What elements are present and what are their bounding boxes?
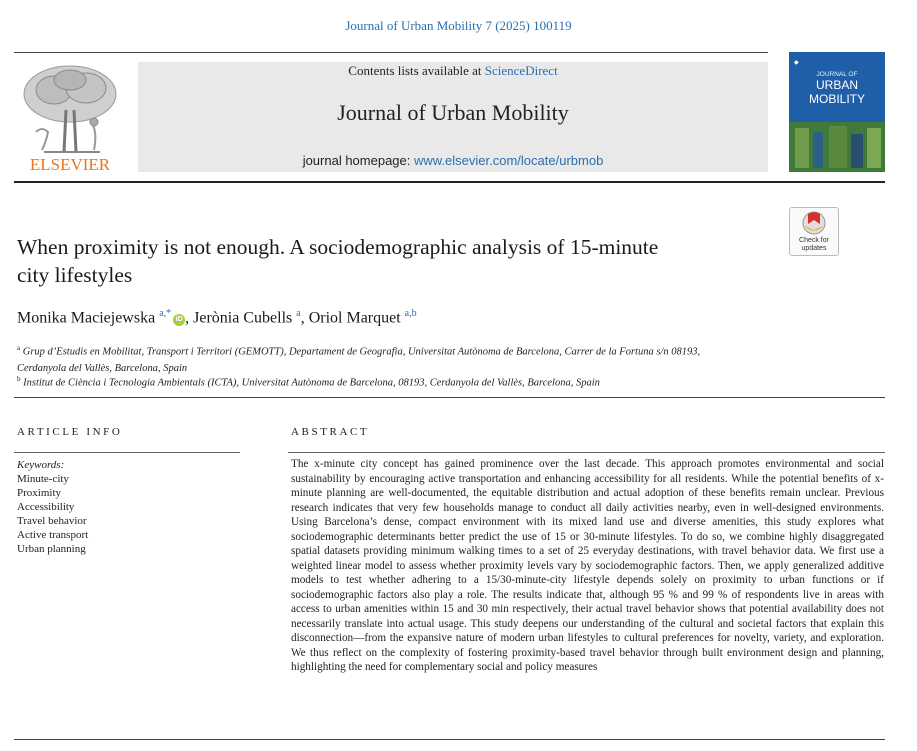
affiliation-mark: b — [17, 375, 21, 383]
affiliation-text: Institut de Ciència i Tecnologia Ambientals (ICTA), Universitat Autònoma de Barcelona, 08193, Cerdanyola del Vallès, Barcelona, Spain — [23, 377, 600, 389]
keywords-label: Keywords: — [17, 459, 65, 471]
abstract-rule — [288, 452, 885, 453]
keyword: Proximity — [17, 487, 62, 499]
keywords-block — [17, 458, 88, 556]
elsevier-logo[interactable] — [14, 60, 126, 174]
journal-cover-thumbnail[interactable] — [789, 52, 885, 172]
header-top-rule — [14, 52, 768, 53]
elsevier-tree-icon — [14, 60, 126, 174]
keyword: Urban planning — [17, 543, 86, 555]
author-affiliation-mark[interactable]: a,b — [404, 308, 417, 319]
author-affiliation-mark[interactable]: a — [296, 308, 301, 319]
article-title — [17, 233, 782, 289]
affiliation-text: Cerdanyola del Vallès, Barcelona, Spain — [17, 362, 188, 374]
author-name[interactable]: Oriol Marquet — [308, 309, 401, 327]
bottom-rule — [14, 739, 885, 740]
author-name[interactable]: Jerònia Cubells — [193, 309, 293, 327]
keyword: Accessibility — [17, 501, 75, 513]
badge-line1: Check for — [799, 237, 829, 244]
homepage-link[interactable]: www.elsevier.com/locate/urbmob — [414, 153, 604, 168]
author-name[interactable]: Monika Maciejewska — [17, 309, 156, 327]
homepage-line — [138, 153, 768, 168]
author-list: Monika Maciejewska $^{a,*}$iD , Jerònia Cubells $^a$, Oriol Marquet $^{a,b}$ — [17, 308, 417, 327]
journal-citation-link[interactable]: Journal of Urban Mobility 7 (2025) 100119 — [345, 18, 572, 33]
orcid-icon[interactable]: iD — [173, 314, 185, 326]
badge-line2: updates — [801, 245, 827, 252]
affiliation-b — [17, 371, 777, 392]
abstract-text: The x-minute city concept has gained prominence over the last decade. This approach promotes environmental and social sustainability by encouraging active transportation and enhancing accessibility for all residents. While the potential benefits of x-minute planning are well-documented, the equitable distribution and actual adoption of these benefits remain unclear. Previous research indicates that very few households manage to conduct all daily activities nearby, even in well-designed environments. Using Barcelona’s dense, compact environment with its mixed land use and diverse amenities, this study explores what sociodemographic determinants better predict the use of 15 or 30-minute lifestyles. To do so, we combine highly disaggregated spatial datasets providing minimum walking times to a set of 25 everyday destinations, with travel behavior data. We first use a weighted linear model to assess whether proximity levels vary by sociodemographic factors. Then, we apply generalized additive models to test whether adhering to a 15/30-minute-city lifestyle depends solely on proximity to urban functions or if sociodemographic factors also play a role. The results indicate that, although 95 % and 99 % of respondents live in areas with access to urban amenities within 15 and 30 min respectively, their actual travel behavior shows that potential availability does not necessarily translate into actual usage. This study deepens our understanding of the cultural and societal factors that explain this disconnection—from the expansive nature of modern urban lifestyles to cultural preferences for novelty, variety, and exploration. We thus reflect on the complexity of fostering proximity-based travel behavior through built environment design and planning, highlighting the need for complementary social and policy measures — [291, 458, 884, 673]
author-affiliation-mark[interactable]: a,* — [159, 308, 172, 319]
title-line1: When proximity is not enough. A sociodemographic analysis of 15-minute — [17, 235, 659, 259]
article-info-rule — [14, 452, 240, 453]
article-info-heading: ARTICLE INFO — [17, 426, 123, 438]
affiliations-rule — [14, 397, 885, 398]
header-bottom-rule — [14, 181, 885, 183]
contents-line — [138, 63, 768, 79]
abstract-heading: ABSTRACT — [291, 426, 370, 438]
contents-prefix: Contents lists available at — [348, 63, 485, 78]
elsevier-wordmark: ELSEVIER — [29, 155, 111, 174]
keyword: Minute-city — [17, 473, 69, 485]
affiliation-mark: a — [17, 344, 21, 352]
cover-line3: MOBILITY — [808, 92, 866, 106]
homepage-prefix: journal homepage: — [302, 153, 414, 168]
sciencedirect-link[interactable]: ScienceDirect — [484, 63, 558, 78]
keyword: Active transport — [17, 529, 89, 541]
cover-line1: JOURNAL OF — [816, 71, 858, 78]
keyword: Travel behavior — [17, 515, 87, 527]
check-for-updates-badge[interactable] — [789, 207, 839, 256]
cover-line2: URBAN — [815, 78, 859, 92]
cover-elsevier-mark: ◆ — [794, 60, 799, 66]
journal-banner — [138, 62, 768, 172]
affiliation-text: Grup d’Estudis en Mobilitat, Transport i Territori (GEMOTT), Departament de Geografia, Universitat Autònoma de Barcelona, Carrer de la Fortuna s/n 08193, — [22, 346, 701, 358]
title-line2: city lifestyles — [17, 263, 133, 287]
journal-title: Journal of Urban Mobility — [337, 100, 569, 125]
crossmark-icon — [790, 208, 838, 238]
